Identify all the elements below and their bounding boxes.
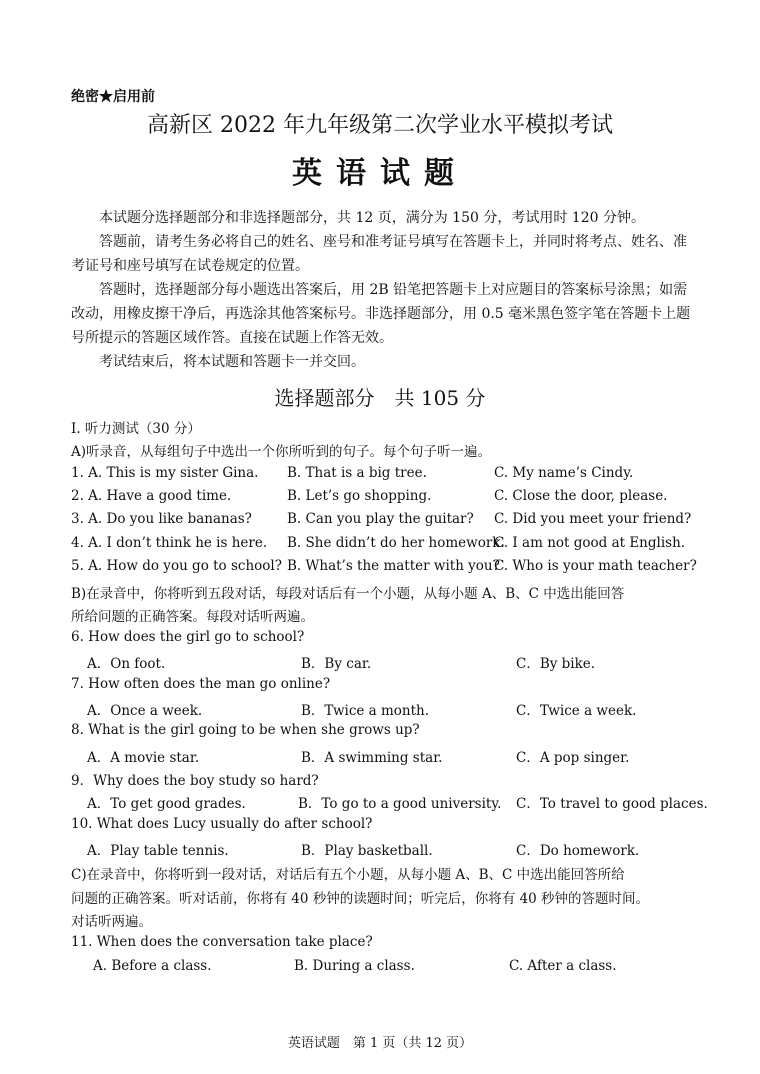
instruction-3: 答题时，选择题部分每小题选出答案后，用 2B 铅笔把答题卡上对应题目的答案标号涂黑；如需改动，用橡皮擦干净后，再选涂其他答案标号。非选择题部分，用 0.5 毫米黑色签字笔在答题卡上题号所提示的答题区域作答。直接在试题上作答无效。 [71,282,691,346]
question-text: 11. When does the conversation take place? [71,934,373,950]
partC-instruction: C)在录音中，你将听到一段对话，对话后有五个小题，从每小题 A、B、C 中选出能回答所给 [71,867,625,883]
option-b: B. During a class. [294,958,415,974]
subject-title: 英语试题 [292,156,468,191]
list-item [0,535,760,559]
list-item [0,746,760,770]
list-item [0,839,760,863]
option-b: B. Let’s go shopping. [287,488,432,504]
list-item [0,792,760,816]
option-a: A．On foot. [87,656,166,672]
option-c: C．Twice a week. [516,703,637,719]
question-text: 9．Why does the boy study so hard? [71,773,319,789]
partB-instruction: B)在录音中，你将听到五段对话，每段对话后有一个小题，从每小题 A、B、C 中选出能回答 [71,586,625,602]
option-b: B．By car. [301,656,372,672]
question-text: 10. What does Lucy usually do after school? [71,816,373,832]
option-c: C．A pop singer. [516,750,630,766]
option-a: 1. A. This is my sister Gina. [71,465,259,481]
option-c: C．By bike. [516,656,596,672]
option-a: A．A movie star. [87,750,200,766]
option-a: A．Once a week. [87,703,203,719]
option-a: 5. A. How do you go to school? [71,558,282,574]
partB-instruction-cont: 所给问题的正确答案。每段对话听两遍。 [71,609,314,625]
option-c: C. My name’s Cindy. [494,465,634,481]
partA-instruction: A)听录音，从每组句子中选出一个你所听到的句子。每个句子听一遍。 [71,444,492,460]
question-text: 8. What is the girl going to be when she grows up? [71,722,420,738]
option-c: C．Do homework. [516,843,640,859]
option-b: B. What’s the matter with you? [287,558,500,574]
list-item [0,488,760,512]
option-b: B．Twice a month. [301,703,430,719]
list-item [0,465,760,489]
part1-heading: I. 听力测试（30 分） [71,421,201,437]
option-c: C. Close the door, please. [494,488,668,504]
option-c: C. After a class. [509,958,617,974]
secret-mark: 绝密★启用前 [71,89,155,105]
option-a: A．Play table tennis. [87,843,229,859]
list-item [0,699,760,723]
option-a: 3. A. Do you like bananas? [71,511,252,527]
list-item [0,558,760,582]
page-footer: 英语试题 第 1 页（共 12 页） [287,1036,473,1051]
option-a: A. Before a class. [93,958,212,974]
list-item [0,652,760,676]
option-b: B．A swimming star. [301,750,443,766]
instruction-4: 考试结束后，将本试题和答题卡一并交回。 [99,354,365,370]
option-c: C．To travel to good places. [516,796,708,812]
option-c: C. I am not good at English. [494,535,686,551]
instruction-1: 本试题分选择题部分和非选择题部分，共 12 页，满分为 150 分，考试用时 120 分钟。 [99,210,645,226]
option-a: 4. A. I don’t think he is here. [71,535,268,551]
list-item [0,958,760,982]
option-b: B．To go to a good university. [298,796,502,812]
section-title: 选择题部分 共 105 分 [274,386,486,410]
option-c: C. Did you meet your friend? [494,511,692,527]
instruction-2: 答题前，请考生务必将自己的姓名、座号和准考证号填写在答题卡上，并同时将考点、姓名、准考证号和座号填写在试卷规定的位置。 [71,234,687,274]
option-c: C. Who is your math teacher? [494,558,697,574]
option-b: B. She didn’t do her homework. [287,535,505,551]
question-text: 6. How does the girl go to school? [71,629,305,645]
question-text: 7. How often does the man go online? [71,676,331,692]
option-a: 2. A. Have a good time. [71,488,232,504]
option-b: B．Play basketball. [301,843,433,859]
option-a: A．To get good grades. [87,796,246,812]
exam-title: 高新区 2022 年九年级第二次学业水平模拟考试 [147,113,613,138]
partC-instruction-end: 对话听两遍。 [71,914,152,930]
list-item [0,511,760,535]
option-b: B. Can you play the guitar? [287,511,474,527]
option-b: B. That is a big tree. [287,465,427,481]
partC-instruction-cont: 问题的正确答案。听对话前，你将有 40 秒钟的读题时间；听完后，你将有 40 秒钟的答题时间。 [71,891,650,907]
